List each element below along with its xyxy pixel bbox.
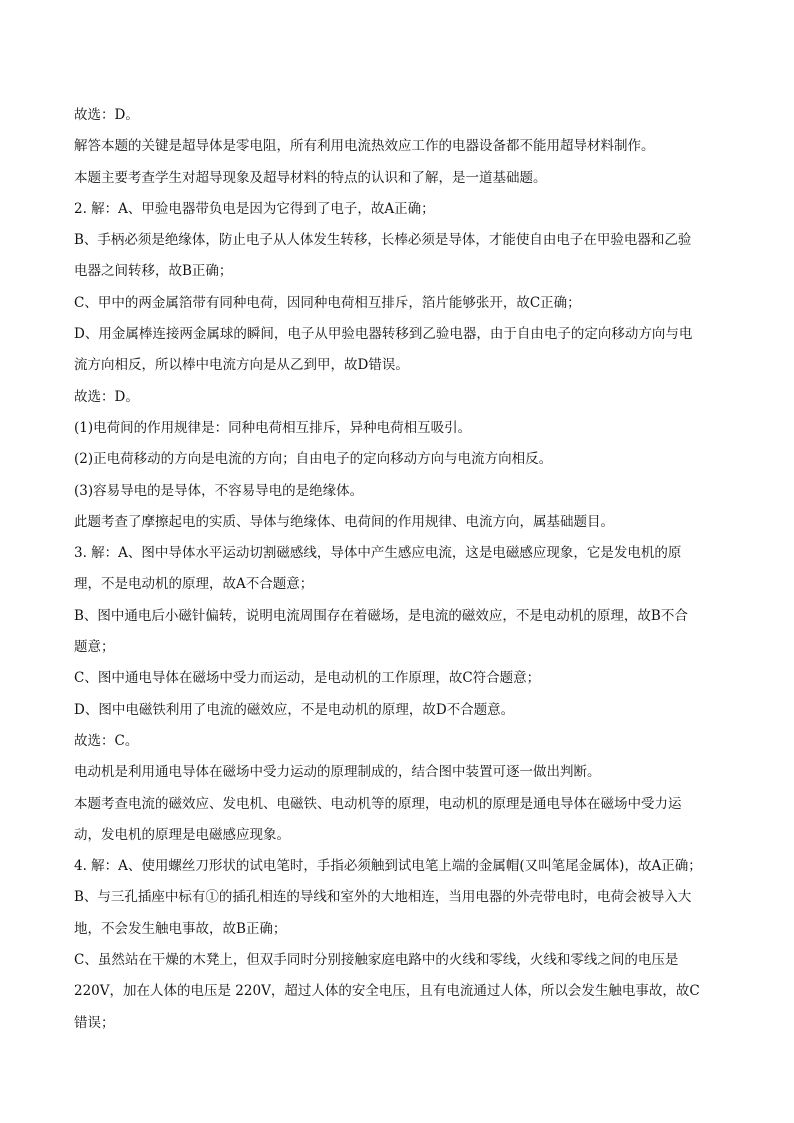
text-line: 电器之间转移，故B正确；	[74, 263, 233, 280]
text-line: (2)正电荷移动的方向是电流的方向；自由电子的定向移动方向与电流方向相反。	[74, 451, 553, 468]
text-line: 题意；	[74, 639, 115, 656]
text-line: 错误；	[74, 1014, 115, 1031]
text-line: 故选：D。	[74, 388, 139, 405]
text-line: 220V，加在人体的电压是 220V，超过人体的安全电压，且有电流通过人体，所以会发生触电事故，故C	[74, 983, 700, 1000]
text-line: 故选：C。	[74, 732, 139, 749]
text-line: B、手柄必须是绝缘体，防止电子从人体发生转移，长棒必须是导体，才能使自由电子在甲验电器和乙验	[74, 232, 692, 249]
text-line: B、图中通电后小磁针偏转，说明电流周围存在着磁场，是电流的磁效应，不是电动机的原理，故B不合	[74, 607, 688, 624]
text-line: D、图中电磁铁利用了电流的磁效应，不是电动机的原理，故D不合题意。	[74, 701, 515, 718]
text-line: D、用金属棒连接两金属球的瞬间，电子从甲验电器转移到乙验电器，由于自由电子的定向移动方向与电	[74, 326, 693, 343]
text-line: 解答本题的关键是超导体是零电阻，所有利用电流热效应工作的电器设备都不能用超导材料制作。	[74, 138, 655, 155]
text-line: (1)电荷间的作用规律是：同种电荷相互排斥，异种电荷相互吸引。	[74, 419, 472, 436]
text-line: C、图中通电导体在磁场中受力而运动，是电动机的工作原理，故C符合题意；	[74, 670, 541, 687]
text-line: 动，发电机的原理是电磁感应现象。	[74, 826, 290, 843]
text-line: 流方向相反，所以棒中电流方向是从乙到甲，故D错误。	[74, 357, 409, 374]
text-line: 此题考查了摩擦起电的实质、导体与绝缘体、电荷间的作用规律、电流方向，属基础题目。	[74, 513, 614, 530]
text-line: (3)容易导电的是导体，不容易导电的是绝缘体。	[74, 482, 364, 499]
text-line: 2. 解：A、甲验电器带负电是因为它得到了电子，故A正确；	[74, 200, 435, 217]
text-line: 3. 解：A、图中导体水平运动切割磁感线，导体中产生感应电流，这是电磁感应现象，它是发电机的原	[74, 545, 682, 562]
text-line: 理，不是电动机的原理，故A不合题意；	[74, 576, 314, 593]
text-line: 本题考查电流的磁效应、发电机、电磁铁、电动机等的原理，电动机的原理是通电导体在磁场中受力运	[74, 795, 682, 812]
answer-text-body	[74, 100, 724, 1039]
text-line: 故选：D。	[74, 107, 139, 123]
text-line: 地，不会发生触电事故，故B正确；	[74, 920, 287, 937]
text-line: B、与三孔插座中标有①的插孔相连的导线和室外的大地相连，当用电器的外壳带电时，电荷会被导入大	[74, 889, 692, 906]
text-line: C、甲中的两金属箔带有同种电荷，因同种电荷相互排斥，箔片能够张开，故C正确；	[74, 294, 581, 311]
text-line: 4. 解：A、使用螺丝刀形状的试电笔时，手指必须触到试电笔上端的金属帽(又叫笔尾金属体)，故A正确；	[74, 858, 702, 875]
text-line: 本题主要考查学生对超导现象及超导材料的特点的认识和了解，是一道基础题。	[74, 169, 547, 186]
text-line: C、虽然站在干燥的木凳上，但双手同时分别接触家庭电路中的火线和零线，火线和零线之间的电压是	[74, 952, 679, 969]
text-line: 电动机是利用通电导体在磁场中受力运动的原理制成的，结合图中装置可逐一做出判断。	[74, 764, 601, 781]
